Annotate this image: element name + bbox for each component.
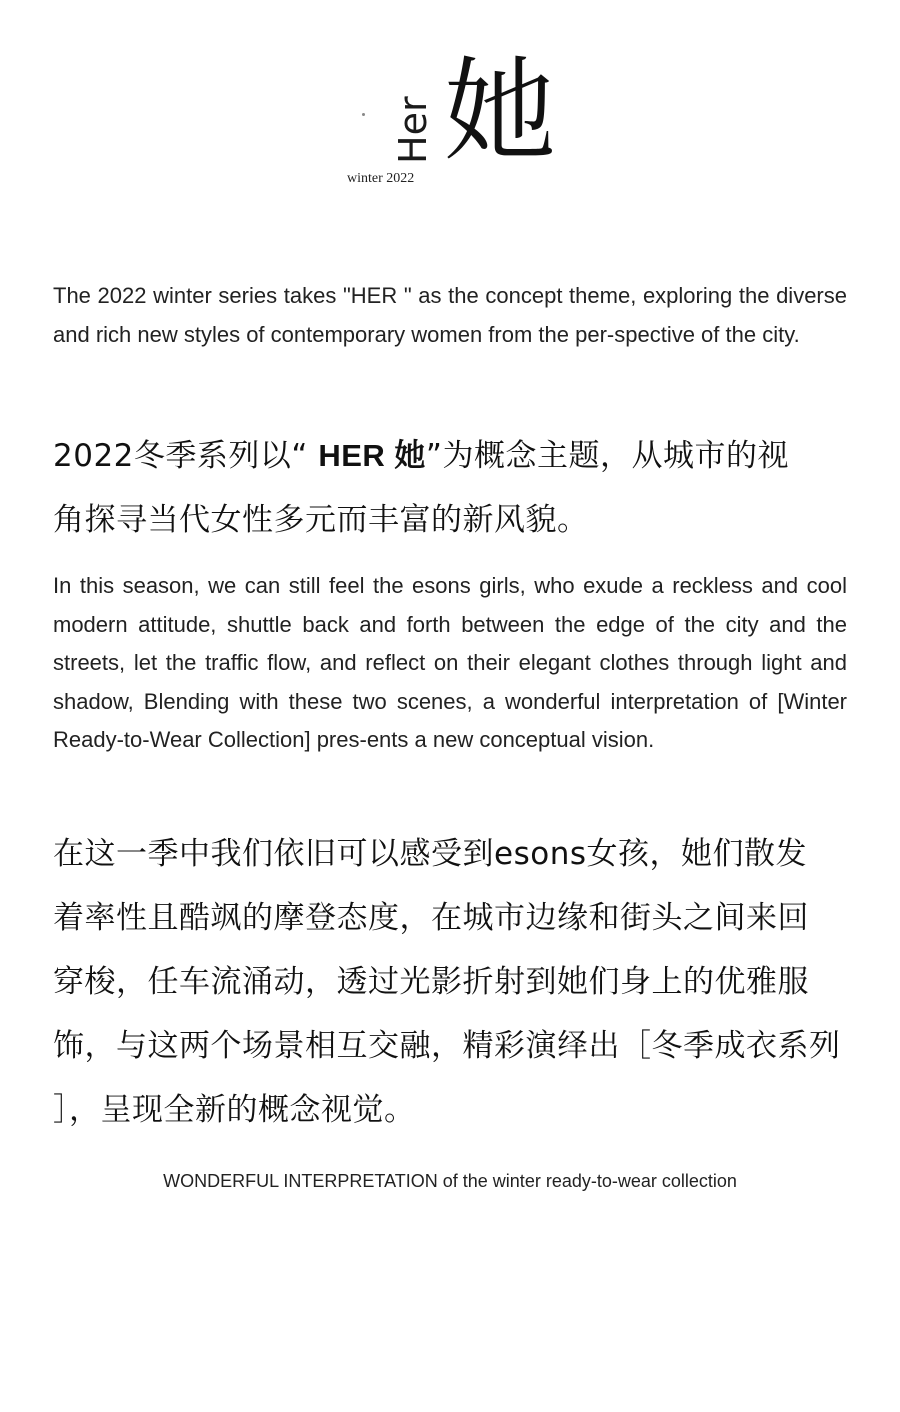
intro-zh-prefix: 2022冬季系列以“ <box>53 438 319 474</box>
intro-zh-line-1 <box>53 424 853 488</box>
intro-zh-line-2: 角探寻当代女性多元而丰富的新风貌。 <box>53 502 589 538</box>
body-zh-line: 在这一季中我们依旧可以感受到esons女孩，她们散发 <box>53 836 807 872</box>
season-label: winter 2022 <box>347 171 415 186</box>
decorative-dot <box>362 113 365 116</box>
intro-paragraph-en: The 2022 winter series takes "HER " as the concept theme, exploring the diverse and rich new styles of contemporary women from the per-spective of the city. <box>53 283 847 347</box>
logo-her-text: Her <box>391 96 435 164</box>
footer-tagline <box>0 1168 900 1194</box>
body-zh-line: 饰，与这两个场景相互交融，精彩演绎出［冬季成衣系列 <box>53 1028 841 1064</box>
body-zh-line: ］，呈现全新的概念视觉。 <box>53 1092 416 1128</box>
body-zh-line: 着率性且酷飒的摩登态度，在城市边缘和街头之间来回 <box>53 900 809 936</box>
footer-tagline-lower: of the winter ready-to-wear collection <box>437 1171 737 1191</box>
intro-zh-suffix: ”为概念主题，从城市的视 <box>425 438 789 474</box>
body-zh-line: 穿梭，任车流涌动，透过光影折射到她们身上的优雅服 <box>53 964 809 1000</box>
logo-she-character: 她 <box>444 47 556 177</box>
intro-paragraph-zh <box>53 424 853 552</box>
intro-zh-her-bold: HER 她 <box>318 438 426 473</box>
footer-tagline-upper: WONDERFUL INTERPRETATION <box>163 1171 438 1191</box>
body-paragraph-zh <box>53 822 853 1142</box>
body-paragraph-en: In this season, we can still feel the esons girls, who exude a reckless and cool modern attitude, shuttle back and forth between the edge of the city and the streets, let the traffic flow, and reflect on their elegant clothes through light and shadow, Blending with these two scenes, a wonderful interpretation of [Winter Ready-to-Wear Collection] pres-ents a new conceptual vision. <box>53 573 847 752</box>
